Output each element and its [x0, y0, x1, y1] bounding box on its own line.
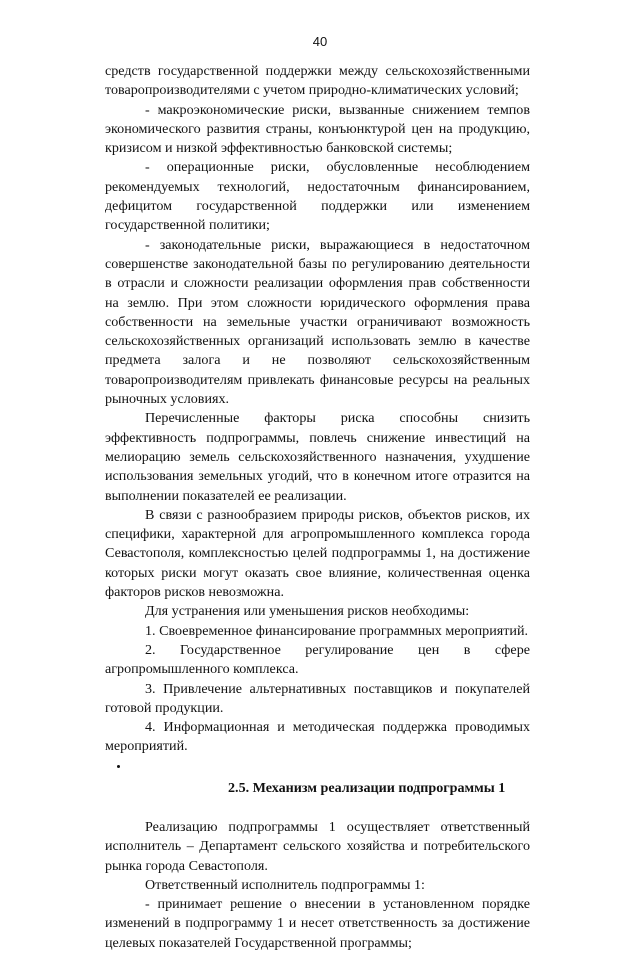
paragraph-executor-duty-amendments: - принимает решение о внесении в установленном порядке изменений в подпрограмму 1 и несет ответственность за достижение целевых показателей Государственной программы;	[105, 896, 530, 951]
scan-artifact-dot	[105, 757, 530, 779]
paragraph-executor-duties-intro: Ответственный исполнитель подпрограммы 1:	[145, 876, 425, 893]
paragraph-operational-risks: - операционные риски, обусловленные несоблюдением рекомендуемых технологий, недостаточным финансированием, дефицитом государственной поддержки или изменением государственной политики;	[105, 159, 530, 234]
list-item-price-regulation: 2. Государственное регулирование цен в сфере агропромышленного комплекса.	[105, 641, 530, 678]
list-item-alternative-suppliers: 3. Привлечение альтернативных поставщиков и покупателей готовой продукции.	[105, 680, 530, 716]
paragraph-risk-mitigation-intro: Для устранения или уменьшения рисков необходимы:	[145, 603, 470, 620]
paragraph-macroeconomic-risks: - макроэкономические риски, вызванные снижением темпов экономического развития страны, конъюнктурой цен на продукцию, кризисом и низкой эффективностью банковской системы;	[105, 101, 530, 157]
list-item-timely-financing: 1. Своевременное финансирование программных мероприятий.	[145, 622, 529, 639]
page-number: 40	[312, 34, 328, 49]
document-body	[105, 62, 530, 953]
paragraph-risk-factors-summary: Перечисленные факторы риска способны снизить эффективность подпрограммы, повлечь снижение инвестиций на мелиорацию земель сельскохозяйственного назначения, ухудшение использования земельных угодий, что в конечном итоге отразится на выполнении показателей ее реализации.	[105, 410, 530, 504]
section-heading: 2.5. Механизм реализации подпрограммы 1	[228, 779, 506, 796]
paragraph-legislative-risks: - законодательные риски, выражающиеся в недостаточном совершенстве законодательной базы по регулированию деятельности в отрасли и сложности реализации оформления прав собственности на землю. При этом сложности юридического оформления права собственности на земельные участки ограничивают возможность сельскохозяйственных организаций использовать землю в качестве предмета залога и не позволяют сельскохозяйственным товаропроизводителям привлекать финансовые ресурсы на реальных рыночных условиях.	[105, 236, 530, 408]
list-item-information-support: 4. Информационная и методическая поддержка проводимых мероприятий.	[105, 719, 530, 755]
paragraph-state-support-continuation: средств государственной поддержки между сельскохозяйственными товаропроизводителями с учетом природно-климатических условий;	[105, 63, 530, 99]
paragraph-responsible-executor: Реализацию подпрограммы 1 осуществляет ответственный исполнитель – Департамент сельского хозяйства и потребительского рынка города Севастополя.	[105, 818, 530, 874]
paragraph-risk-assessment: В связи с разнообразием природы рисков, объектов рисков, их специфики, характерной для агропромышленного комплекса города Севастополя, комплексностью целей подпрограммы 1, на достижение которых риски могут оказать свое влияние, количественная оценка факторов рисков невозможна.	[105, 506, 530, 601]
